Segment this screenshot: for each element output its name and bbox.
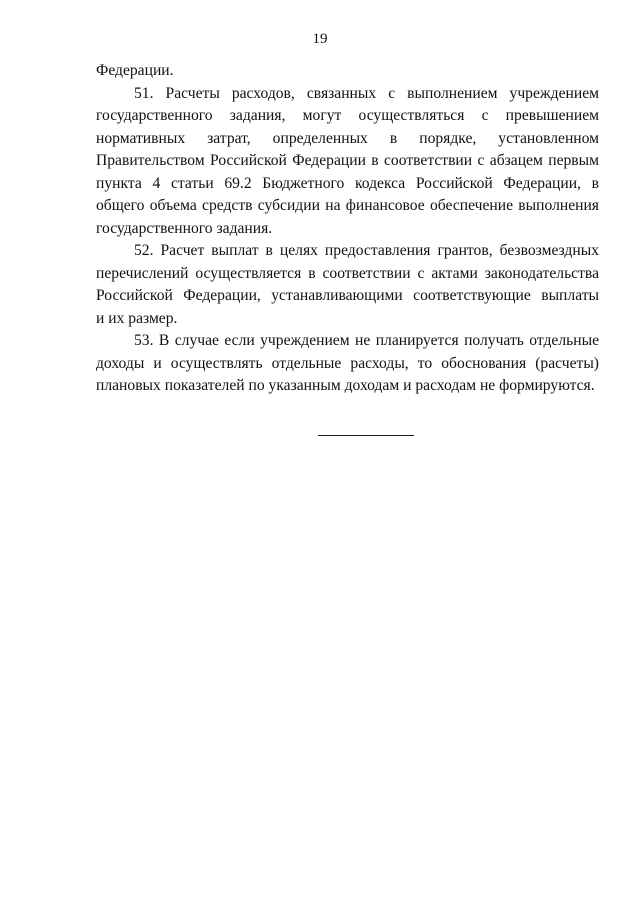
page-number: 19 — [312, 31, 328, 47]
document-body — [96, 60, 599, 398]
text-line: государственного задания. — [96, 219, 273, 237]
text-line: пункта 4 статьи 69.2 Бюджетного кодекса Российской Федерации, в — [96, 174, 599, 192]
text-line: Федерации. — [96, 62, 174, 79]
text-line: нормативных затрат, определенных в порядке, установленном — [96, 129, 599, 147]
text-line: плановых показателей по указанным доходам и расходам не формируются. — [96, 377, 595, 394]
paragraph-53 — [96, 330, 599, 398]
text-line: 53. В случае если учреждением не планируется получать отдельные — [134, 332, 599, 349]
text-line: Правительством Российской Федерации в соответствии с абзацем первым — [96, 152, 599, 169]
paragraph-52 — [96, 240, 599, 330]
text-line: и их размер. — [96, 309, 178, 327]
text-line: государственного задания, могут осуществляться с превышением — [96, 107, 599, 124]
text-line: 51. Расчеты расходов, связанных с выполнением учреждением — [134, 84, 599, 102]
text-line: 52. Расчет выплат в целях предоставления грантов, безвозмездных — [134, 242, 599, 259]
text-line: Российской Федерации, устанавливающими соответствующие выплаты — [96, 287, 599, 304]
text-line: доходы и осуществлять отдельные расходы, то обоснования (расчеты) — [96, 354, 599, 372]
paragraph-51 — [96, 83, 599, 241]
end-separator-line — [318, 435, 414, 436]
paragraph-continuation — [96, 60, 599, 83]
text-line: общего объема средств субсидии на финансовое обеспечение выполнения — [96, 197, 599, 214]
text-line: перечислений осуществляется в соответствии с актами законодательства — [96, 264, 599, 282]
